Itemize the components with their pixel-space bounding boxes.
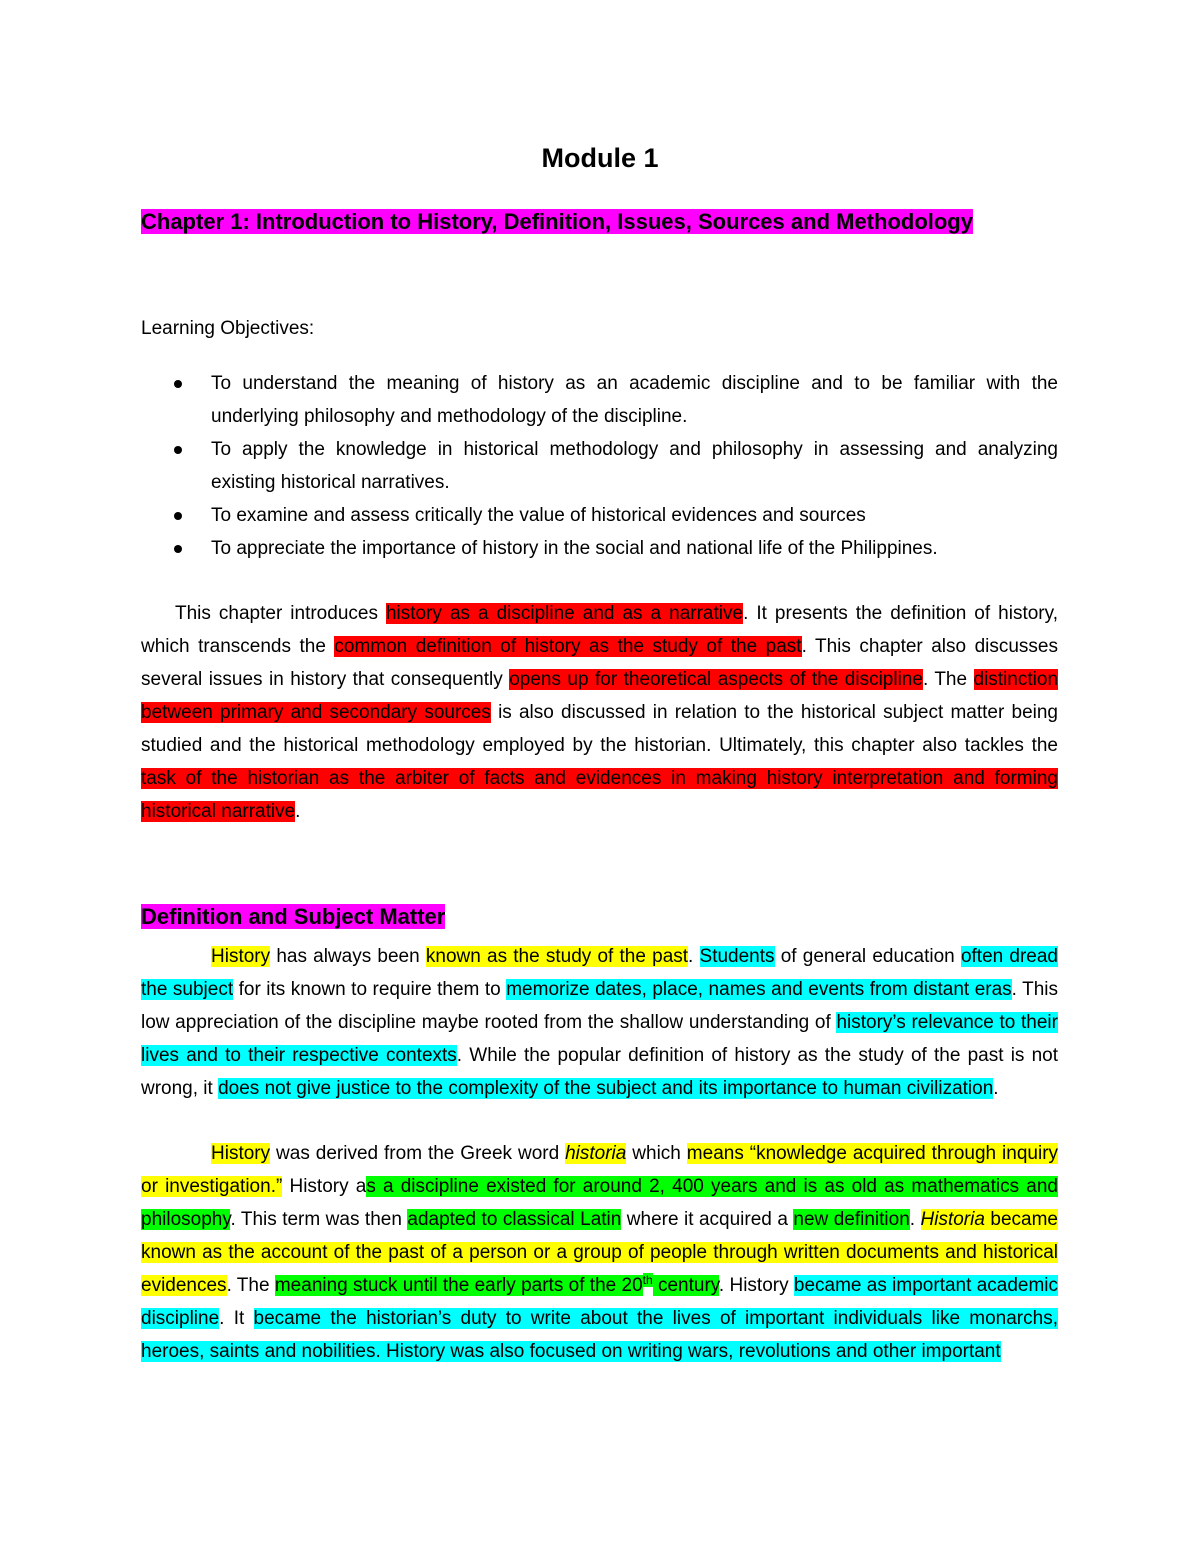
section-heading [141, 902, 445, 932]
highlight-green: century [652, 1275, 719, 1296]
highlight-red: distinction between primary and secondary sources [141, 669, 1059, 723]
highlight-cyan: Students [699, 946, 775, 967]
highlight-cyan: often dread the subject [141, 946, 1059, 1000]
text-run: . This term was then [230, 1209, 408, 1230]
highlight-cyan: became as important academic discipline [141, 1275, 1059, 1329]
text-run: . This chapter also discusses several issues in history that consequently [141, 636, 1058, 690]
highlight-yellow-italic: Historia [920, 1209, 985, 1230]
text-run: is also discussed in relation to the historical subject matter being studied and the historical methodology employed by the historian. Ultimately, this chapter also tackles the [141, 702, 1059, 756]
highlight-green: adapted to classical Latin [407, 1209, 622, 1230]
highlight-red: opens up for theoretical aspects of the discipline [509, 669, 923, 690]
text-run: . It presents the definition of history, which transcends the [141, 603, 1058, 657]
text-run: . History [718, 1275, 794, 1296]
chapter-heading [141, 207, 973, 237]
text-run: . [295, 801, 301, 822]
text-run: . [688, 946, 700, 967]
text-run: . [909, 1209, 921, 1230]
objective-item: To understand the meaning of history as an academic discipline and to be familiar with the underlying philosophy and methodology of the discipline. [141, 367, 1058, 433]
learning-objectives-label: Learning Objectives: [141, 318, 315, 339]
objective-item: To apply the knowledge in historical methodology and philosophy in assessing and analyzing existing historical narratives. [141, 433, 1058, 499]
highlight-yellow: became known as the account of the past of a person or a group of people through written documents and historical evidences [141, 1209, 1058, 1296]
highlight-cyan: history’s relevance to their lives and to their respective contexts [141, 1012, 1058, 1066]
page-title: Module 1 [541, 143, 659, 173]
objective-item: To examine and assess critically the value of historical evidences and sources [141, 499, 1058, 532]
highlight-cyan: became the historian’s duty to write about the lives of important individuals like monarchs, heroes, saints and nobilities. History was also focused on writing wars, revolutions and other important [141, 1308, 1058, 1362]
text-run: . The [226, 1275, 275, 1296]
superscript: th [642, 1272, 653, 1287]
highlight-red: history as a discipline and as a narrative [385, 603, 744, 624]
highlight-cyan: memorize dates, place, names and events from distant eras [506, 979, 1012, 1000]
text-run: This chapter introduces [175, 603, 386, 624]
text-run: . While the popular definition of history as the study of the past is not wrong, it [141, 1045, 1059, 1099]
text-run: . [993, 1078, 999, 1099]
text-run: has always been [270, 946, 426, 967]
highlight-green: new definition [793, 1209, 910, 1230]
intro-paragraph [141, 597, 1058, 828]
highlight-yellow: means “knowledge acquired through inquiry or investigation.” [141, 1143, 1059, 1197]
highlight-red: common definition of history as the study of the past [334, 636, 802, 657]
text-run: of general education [774, 946, 961, 967]
highlight-yellow-italic: historia [565, 1143, 627, 1164]
definition-paragraph-1 [141, 940, 1058, 1105]
highlight-cyan: does not give justice to the complexity of the subject and its importance to human civilization [218, 1078, 994, 1099]
text-run: for its known to require them to [233, 979, 507, 1000]
text-run: . The [922, 669, 974, 690]
objectives-list [141, 367, 1058, 565]
text-run: which [626, 1143, 687, 1164]
text-run: . This low appreciation of the discipline maybe rooted from the shallow understanding of [141, 979, 1058, 1033]
highlight-red: task of the historian as the arbiter of facts and evidences in making history interpretation and forming historical narrative [141, 768, 1058, 822]
text-run: was derived from the Greek word [270, 1143, 566, 1164]
highlight-yellow: known as the study of the past [425, 946, 689, 967]
text-run: History a [282, 1176, 367, 1197]
section-heading-text: Definition and Subject Matter [141, 904, 446, 929]
definition-paragraph-2 [141, 1137, 1058, 1368]
highlight-yellow: History [211, 1143, 271, 1164]
highlight-yellow: History [211, 946, 271, 967]
highlight-green: s a discipline existed for around 2, 400 years and is as old as mathematics and philosophy [141, 1176, 1058, 1230]
chapter-heading-text: Chapter 1: Introduction to History, Definition, Issues, Sources and Methodology [141, 209, 973, 234]
objective-item: To appreciate the importance of history in the social and national life of the Philippines. [141, 532, 1058, 565]
highlight-green: meaning stuck until the early parts of the 20 [274, 1275, 643, 1296]
text-run: where it acquired a [621, 1209, 794, 1230]
text-run: . It [219, 1308, 254, 1329]
